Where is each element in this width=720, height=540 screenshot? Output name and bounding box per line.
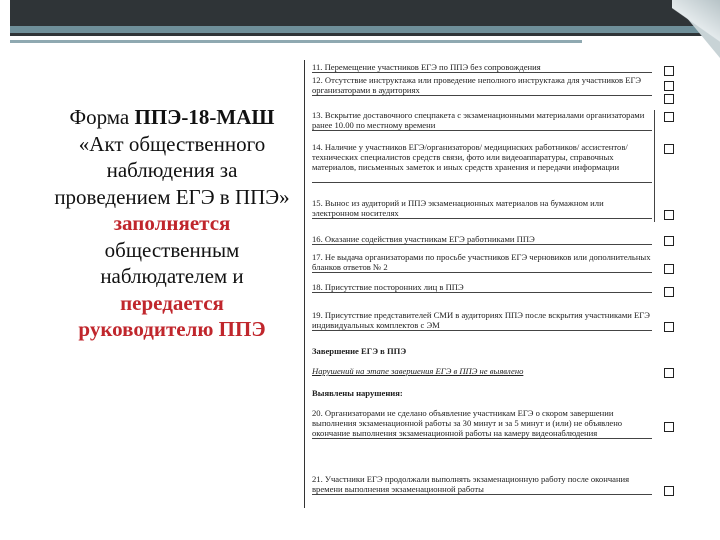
- caption-recipient: руководителю ППЭ: [78, 317, 266, 341]
- caption-transferred-word: передается: [120, 290, 224, 315]
- form-item-text: 21. Участники ЕГЭ продолжали выполнять экзаменационную работу после окончания времени выполнения экзаменационной работы: [312, 474, 630, 494]
- form-item-text: 13. Вскрытие доставочного спецпакета с экзаменационными материалами организаторами ранее 10.00 по местному времени: [312, 110, 645, 130]
- form-item-15: [312, 198, 652, 218]
- checkbox-item-15[interactable]: [664, 210, 674, 220]
- form-scan: [298, 50, 698, 512]
- slide-caption: [52, 104, 292, 343]
- caption-form-code: ППЭ-18-МАШ: [134, 105, 275, 129]
- header-accent-line: [10, 40, 582, 43]
- form-item-text: 20. Организаторами не сделано объявление участникам ЕГЭ о скором завершении выполнения экзаменационной работы за 30 минут и за 5 минут и (или) не объявлено окончание выполнения экзаменационной работы на камеру видеонаблюдения: [312, 408, 623, 438]
- checkbox-item-18[interactable]: [664, 287, 674, 297]
- section-completion-title: Завершение ЕГЭ в ППЭ: [312, 346, 407, 356]
- checkbox-item-20[interactable]: [664, 422, 674, 432]
- top-header-band: [10, 26, 712, 33]
- checkbox-item-12b[interactable]: [664, 94, 674, 104]
- form-item-21: [312, 474, 652, 494]
- form-item-text: 17. Не выдача организаторами по просьбе участников ЕГЭ черновиков или дополнительных бланков ответов № 2: [312, 252, 651, 272]
- caption-form-title: «Акт общественного наблюдения за проведением ЕГЭ в ППЭ»: [54, 131, 290, 209]
- caption-form-prefix: Форма: [69, 105, 135, 129]
- form-item-19: [312, 310, 652, 330]
- form-item-text: 14. Наличие у участников ЕГЭ/организаторов/ медицинских работников/ ассистентов/ техническиx специалистов средств связи, фото или видеоаппаратуры, справочных материалов, письменных заметок и иных средств хранения и передачи информации: [312, 142, 628, 172]
- checkbox-item-11[interactable]: [664, 66, 674, 76]
- form-item-11: [312, 62, 652, 72]
- caption-filled-word: заполняется: [113, 211, 231, 235]
- section-completion: [312, 346, 652, 356]
- form-item-text: 12. Отсутствие инструктажа или проведение неполного инструктажа для участников ЕГЭ организаторами в аудиториях: [312, 75, 642, 95]
- form-left-rule: [304, 60, 305, 508]
- form-right-rule: [654, 110, 655, 222]
- form-item-text: 16. Оказание содействия участникам ЕГЭ работниками ППЭ: [312, 234, 535, 244]
- checkbox-item-21[interactable]: [664, 486, 674, 496]
- checkbox-item-14[interactable]: [664, 144, 674, 154]
- violations-found-row: [312, 388, 652, 398]
- form-item-12: [312, 75, 652, 95]
- form-item-text: 19. Присутствие представителей СМИ в аудиториях ППЭ после вскрытия участниками ЕГЭ индивидуальных комплектов с ЭМ: [312, 310, 650, 330]
- form-item-13: [312, 110, 652, 130]
- checkbox-item-19[interactable]: [664, 322, 674, 332]
- form-item-17: [312, 252, 652, 272]
- form-item-text: 11. Перемещение участников ЕГЭ по ППЭ без сопровождения: [312, 62, 541, 72]
- no-violations-row: [312, 366, 652, 376]
- form-item-text: 15. Вынос из аудиторий и ППЭ экзаменационных материалов на бумажном или электронном носителях: [312, 198, 604, 218]
- checkbox-no-violations[interactable]: [664, 368, 674, 378]
- caption-filled-by: общественным наблюдателем и: [100, 237, 244, 288]
- checkbox-item-17[interactable]: [664, 264, 674, 274]
- checkbox-item-12[interactable]: [664, 81, 674, 91]
- form-item-text: 18. Присутствие посторонних лиц в ППЭ: [312, 282, 464, 292]
- checkbox-item-16[interactable]: [664, 236, 674, 246]
- violations-found-label: Выявлены нарушения:: [312, 388, 403, 398]
- form-item-20: [312, 408, 652, 438]
- form-item-16: [312, 234, 652, 244]
- form-item-18: [312, 282, 652, 292]
- no-violations-text: Нарушений на этапе завершения ЕГЭ в ППЭ не выявлено: [312, 366, 524, 376]
- checkbox-item-13[interactable]: [664, 112, 674, 122]
- form-item-14: [312, 142, 652, 172]
